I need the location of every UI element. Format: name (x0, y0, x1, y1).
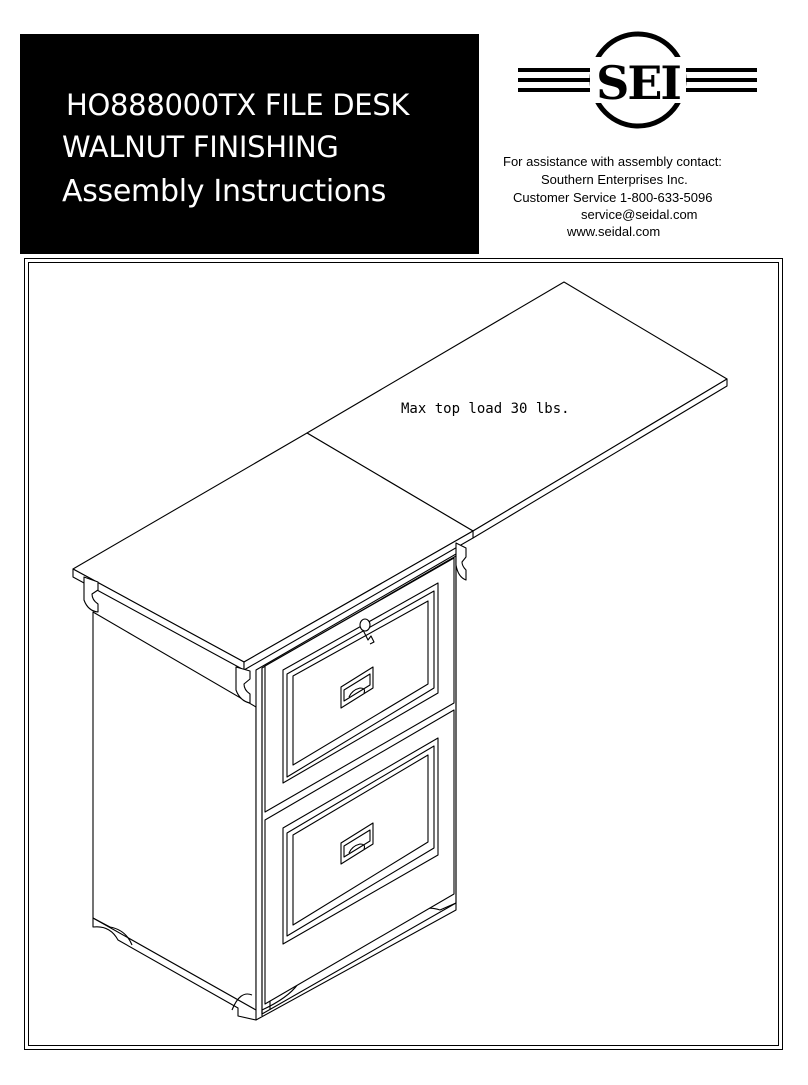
product-title: HO888000TX FILE DESK (66, 88, 410, 122)
customer-service-phone[interactable]: Customer Service 1-800-633-5096 (513, 190, 713, 205)
company-name: Southern Enterprises Inc. (541, 172, 688, 187)
max-load-note: Max top load 30 lbs. (401, 401, 570, 417)
logo-text: SEI (596, 56, 680, 110)
service-email[interactable]: service@seidal.com (581, 207, 698, 222)
product-finish: WALNUT FINISHING (62, 130, 339, 164)
website-link[interactable]: www.seidal.com (567, 224, 661, 239)
document-title: Assembly Instructions (62, 174, 387, 209)
assistance-text: For assistance with assembly contact: (503, 154, 722, 169)
